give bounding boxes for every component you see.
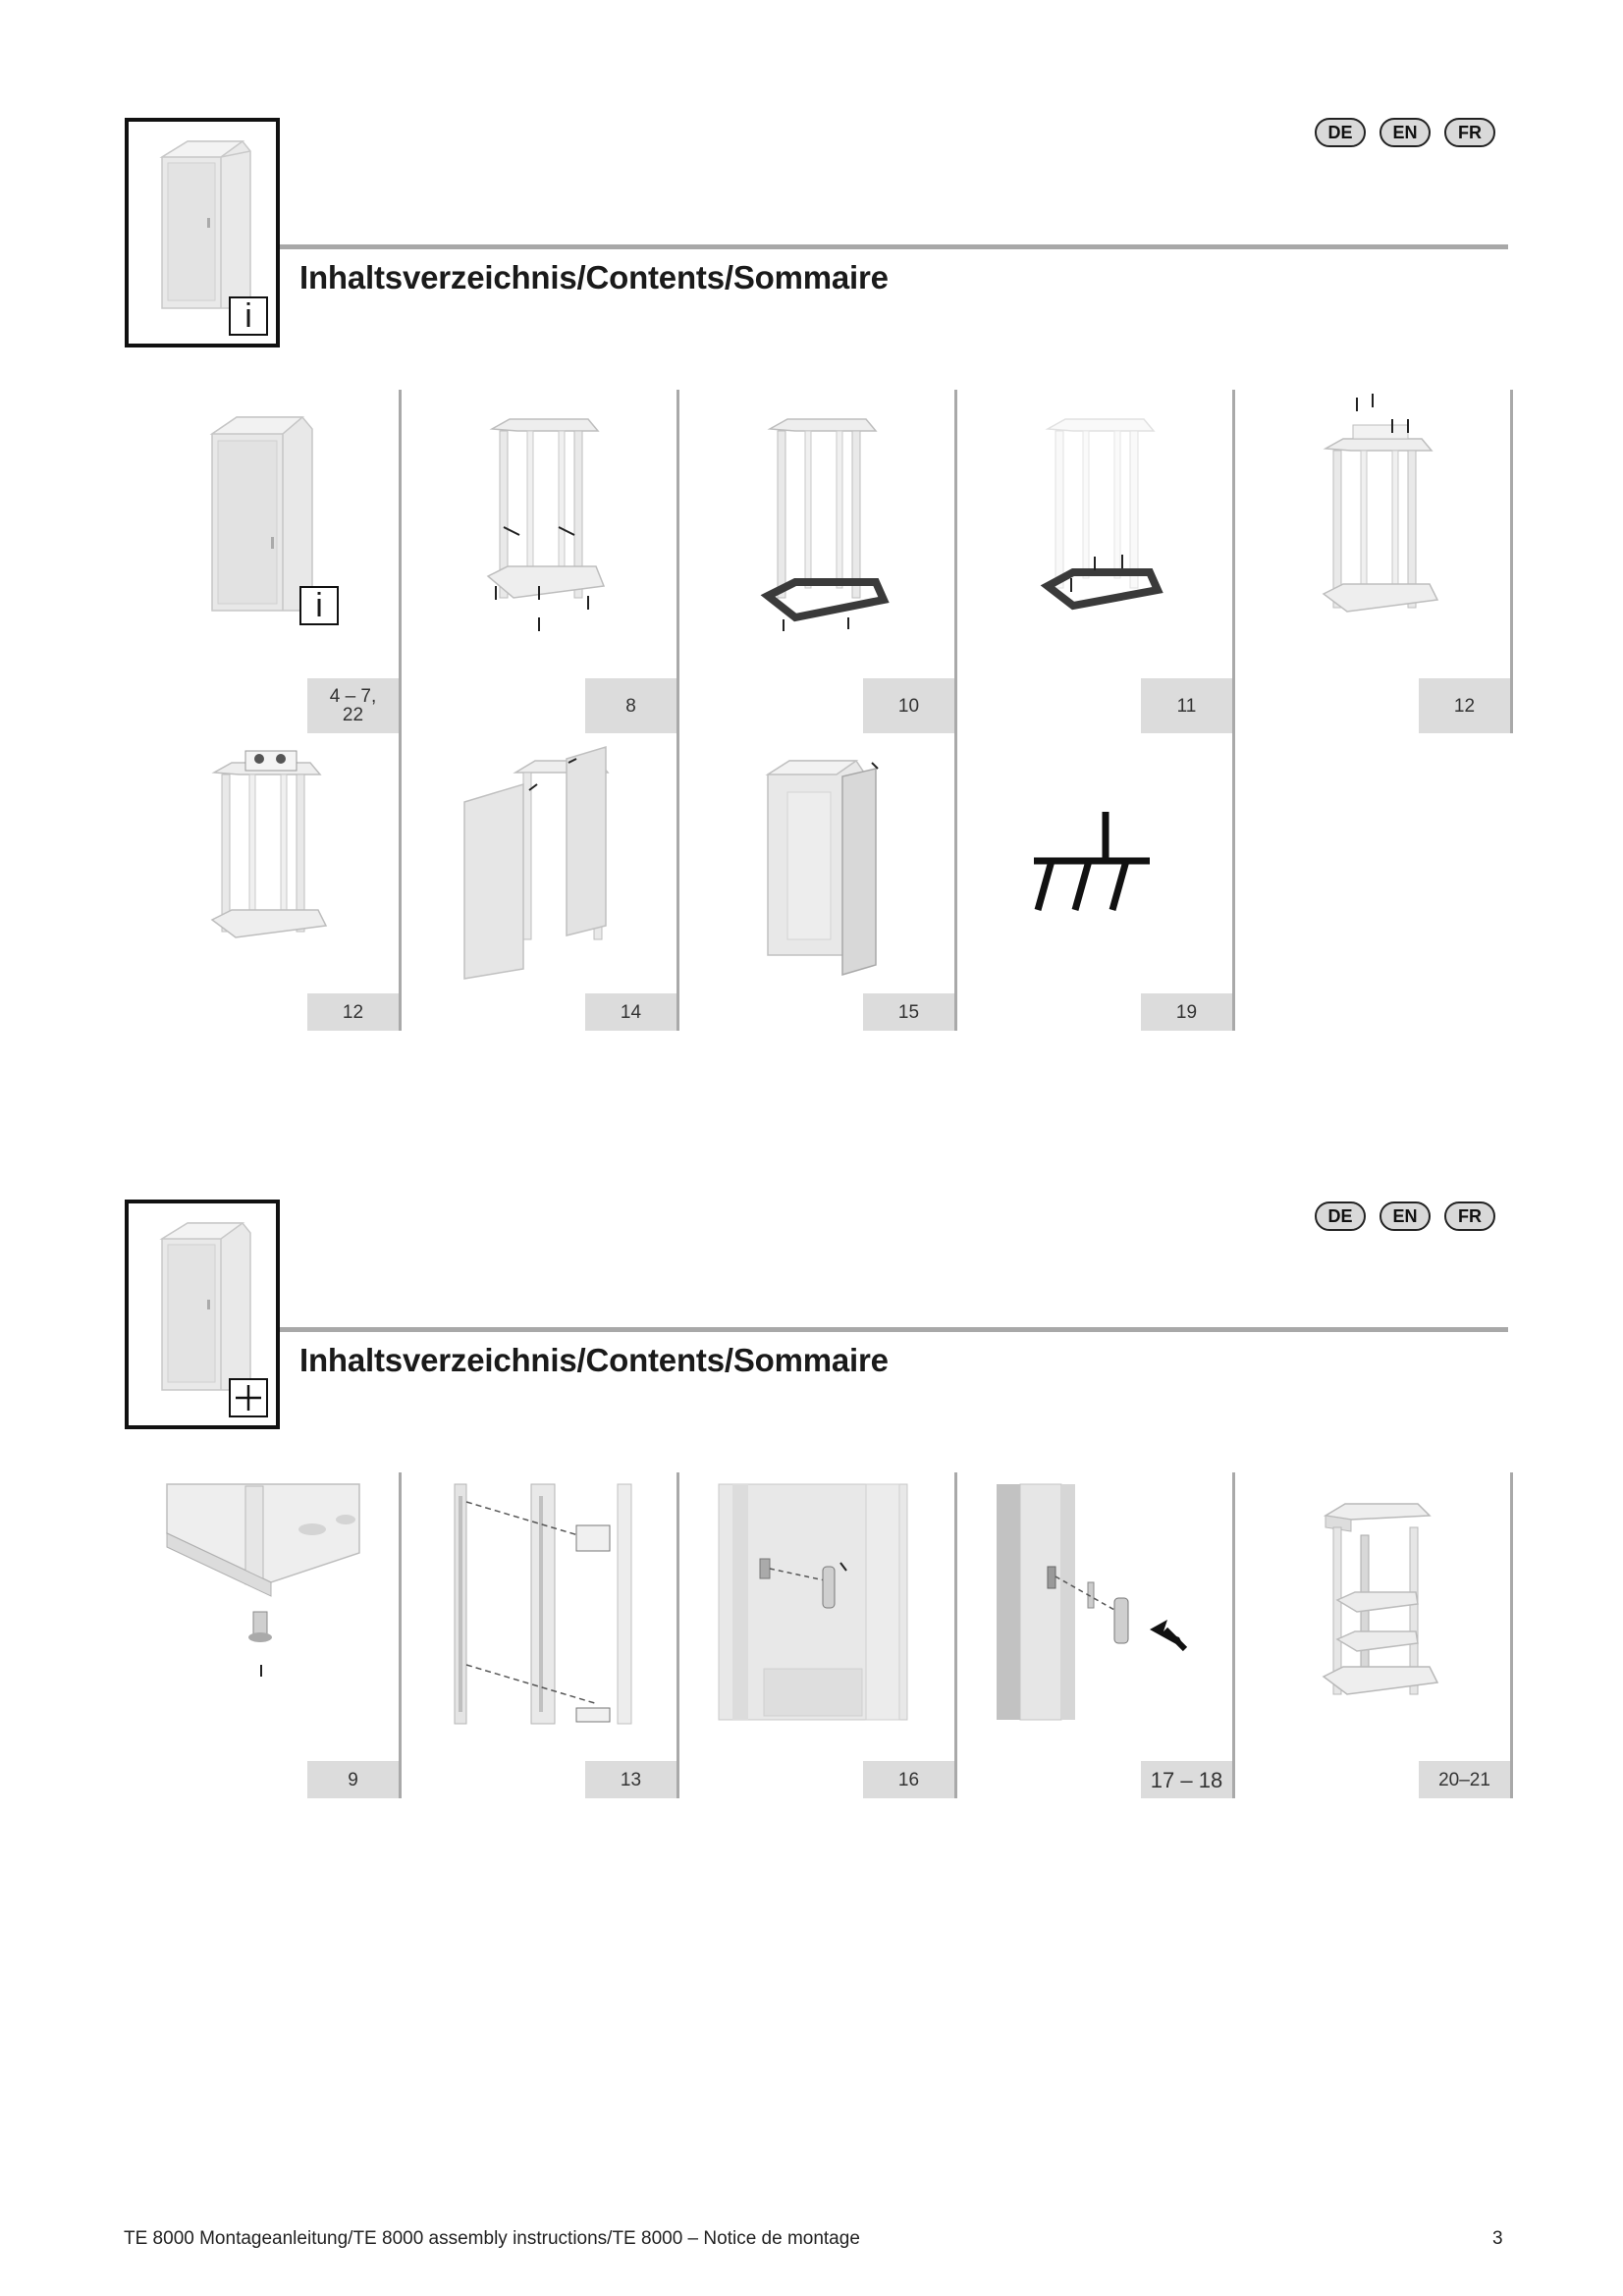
page-reference[interactable]: 12: [307, 993, 399, 1031]
lang-fr-button[interactable]: FR: [1444, 118, 1495, 147]
lang-fr-button[interactable]: FR: [1444, 1201, 1495, 1231]
contents-cell[interactable]: [1235, 390, 1513, 733]
language-selector: [1315, 118, 1495, 147]
section-hero-image: [125, 118, 280, 347]
info-icon: i: [299, 586, 339, 625]
page-reference[interactable]: 12: [1419, 678, 1510, 733]
contents-cell[interactable]: [124, 733, 402, 1031]
page-reference[interactable]: 19: [1141, 993, 1232, 1031]
cell-divider: [1510, 1472, 1513, 1798]
section-title: Inhaltsverzeichnis/Contents/Sommaire: [299, 1342, 889, 1378]
page-reference[interactable]: 16: [863, 1761, 954, 1798]
contents-cell[interactable]: [402, 390, 679, 733]
contents-cell[interactable]: [402, 733, 679, 1031]
handle-insert-illustration: [957, 1472, 1235, 1798]
page-reference[interactable]: 14: [585, 993, 676, 1031]
page-number: 3: [1492, 2228, 1503, 2249]
section-title: Inhaltsverzeichnis/Contents/Sommaire: [299, 259, 889, 295]
contents-cell[interactable]: [1235, 1472, 1513, 1798]
cell-divider: [1232, 733, 1235, 1031]
lang-de-button[interactable]: DE: [1315, 1201, 1366, 1231]
lang-en-button[interactable]: EN: [1380, 1201, 1431, 1231]
lang-de-button[interactable]: DE: [1315, 118, 1366, 147]
page-reference[interactable]: 9: [307, 1761, 399, 1798]
lang-en-button[interactable]: EN: [1380, 118, 1431, 147]
contents-cell[interactable]: [679, 390, 957, 733]
base-foot-detail-illustration: [124, 1472, 402, 1798]
section-hero-image: [125, 1200, 280, 1429]
page-reference[interactable]: 11: [1141, 678, 1232, 733]
section-rule: [280, 1327, 1508, 1332]
frame-fan-roof-illustration: [124, 733, 402, 1031]
cabinet-illustration: [152, 1217, 260, 1394]
contents-cell[interactable]: [679, 1472, 957, 1798]
door-handle-mount-illustration: [679, 1472, 957, 1798]
language-selector: [1315, 1201, 1495, 1231]
page-reference[interactable]: 8: [585, 678, 676, 733]
door-open-illustration: [679, 733, 957, 1031]
page-reference[interactable]: 20–21: [1419, 1761, 1510, 1798]
earth-ground-icon: [957, 733, 1235, 1031]
frame-shelves-illustration: [1235, 1472, 1513, 1798]
side-panels-illustration: [402, 733, 679, 1031]
rail-mounting-illustration: [402, 1472, 679, 1798]
contents-cell[interactable]: [124, 1472, 402, 1798]
contents-cell[interactable]: [957, 1472, 1235, 1798]
contents-cell[interactable]: [957, 390, 1235, 733]
page-reference[interactable]: 10: [863, 678, 954, 733]
plus-icon: [229, 1378, 268, 1417]
page-reference[interactable]: 4 – 7, 22: [307, 678, 399, 733]
page-reference[interactable]: 15: [863, 993, 954, 1031]
contents-cell[interactable]: [957, 733, 1235, 1031]
page-reference[interactable]: 13: [585, 1761, 676, 1798]
contents-cell[interactable]: [124, 390, 402, 733]
contents-cell[interactable]: [402, 1472, 679, 1798]
cabinet-illustration: [152, 135, 260, 312]
page-reference[interactable]: 17 – 18: [1141, 1761, 1232, 1798]
cell-divider: [1510, 390, 1513, 733]
contents-cell[interactable]: [679, 733, 957, 1031]
info-icon: i: [229, 296, 268, 336]
footer-text: TE 8000 Montageanleitung/TE 8000 assembly instructions/TE 8000 – Notice de montage: [124, 2228, 860, 2249]
section-rule: [280, 244, 1508, 249]
